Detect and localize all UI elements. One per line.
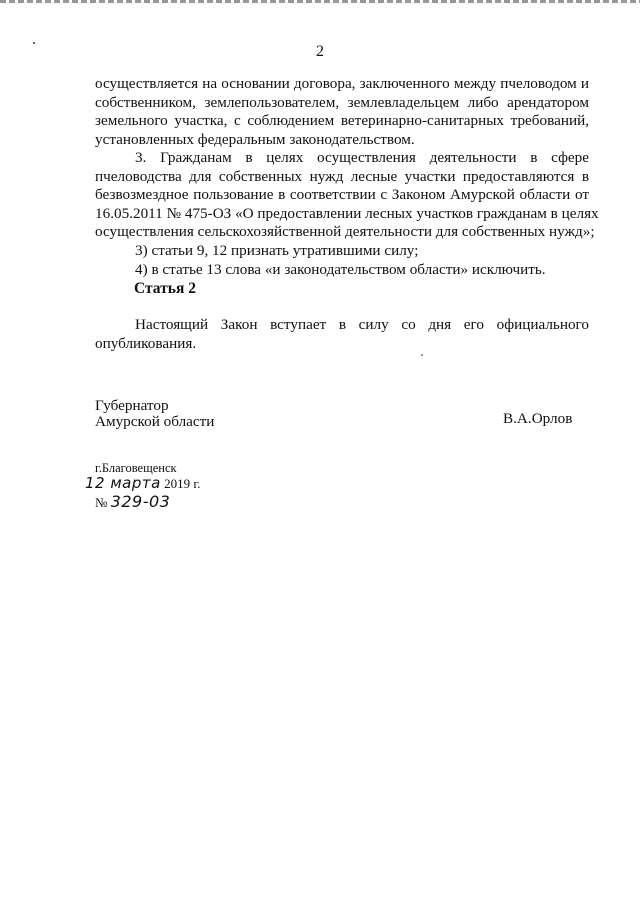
item-3: [95, 242, 589, 261]
page-number: 2: [316, 43, 324, 60]
text-line: безвозмездное пользование в соответствии с Законом Амурской области от: [95, 186, 589, 204]
text-line: 3) статьи 9, 12 признать утратившими силу;: [135, 242, 419, 259]
text-line: 16.05.2011 № 475-ОЗ «О предоставлении лесных участков гражданам в целях: [95, 204, 599, 222]
text-line: 3. Гражданам в целях осуществления деятельности в сфере: [135, 149, 589, 166]
scan-top-edge: [0, 0, 640, 3]
handwritten-number: 329-03: [110, 492, 171, 511]
signatory-title-line: Губернатор: [95, 397, 169, 414]
text-line: установленных федеральным законодательством.: [95, 130, 415, 148]
footer-city: г.Благовещенск: [95, 461, 177, 475]
paragraph-entry-into-force: [95, 316, 589, 353]
text-line: Настоящий Закон вступает в силу со дня его официального: [135, 316, 589, 333]
paragraph-forest-plots: [95, 149, 599, 242]
text-line: земельного участка, с соблюдением ветеринарно-санитарных требований,: [95, 112, 589, 130]
scan-speck: [421, 354, 423, 356]
text-line: осуществления сельскохозяйственной деятельности для собственных нужд»;: [95, 223, 595, 241]
number-sign: №: [95, 495, 108, 510]
text-line: пчеловодства для собственных нужд лесные участки предоставляются в: [95, 167, 589, 185]
paragraph-beekeeping-agreement: [95, 75, 589, 149]
signatory-name: В.А.Орлов: [503, 410, 573, 427]
item-4: [95, 261, 589, 280]
article-2-heading: Статья 2: [134, 280, 196, 297]
footer-number: [95, 492, 170, 511]
text-line: опубликования.: [95, 334, 197, 352]
signatory-title: [95, 398, 214, 430]
text-line: осуществляется на основании договора, заключенного между пчеловодом и: [95, 75, 589, 92]
text-line: 4) в статье 13 слова «и законодательством области» исключить.: [135, 261, 546, 278]
handwritten-date: 12 марта: [85, 474, 161, 492]
signatory-title-line: Амурской области: [95, 413, 215, 430]
footer-date: [85, 474, 200, 492]
footer-year: 2019 г.: [164, 476, 201, 491]
text-line: собственником, землепользователем, землевладельцем либо арендатором: [95, 93, 589, 111]
